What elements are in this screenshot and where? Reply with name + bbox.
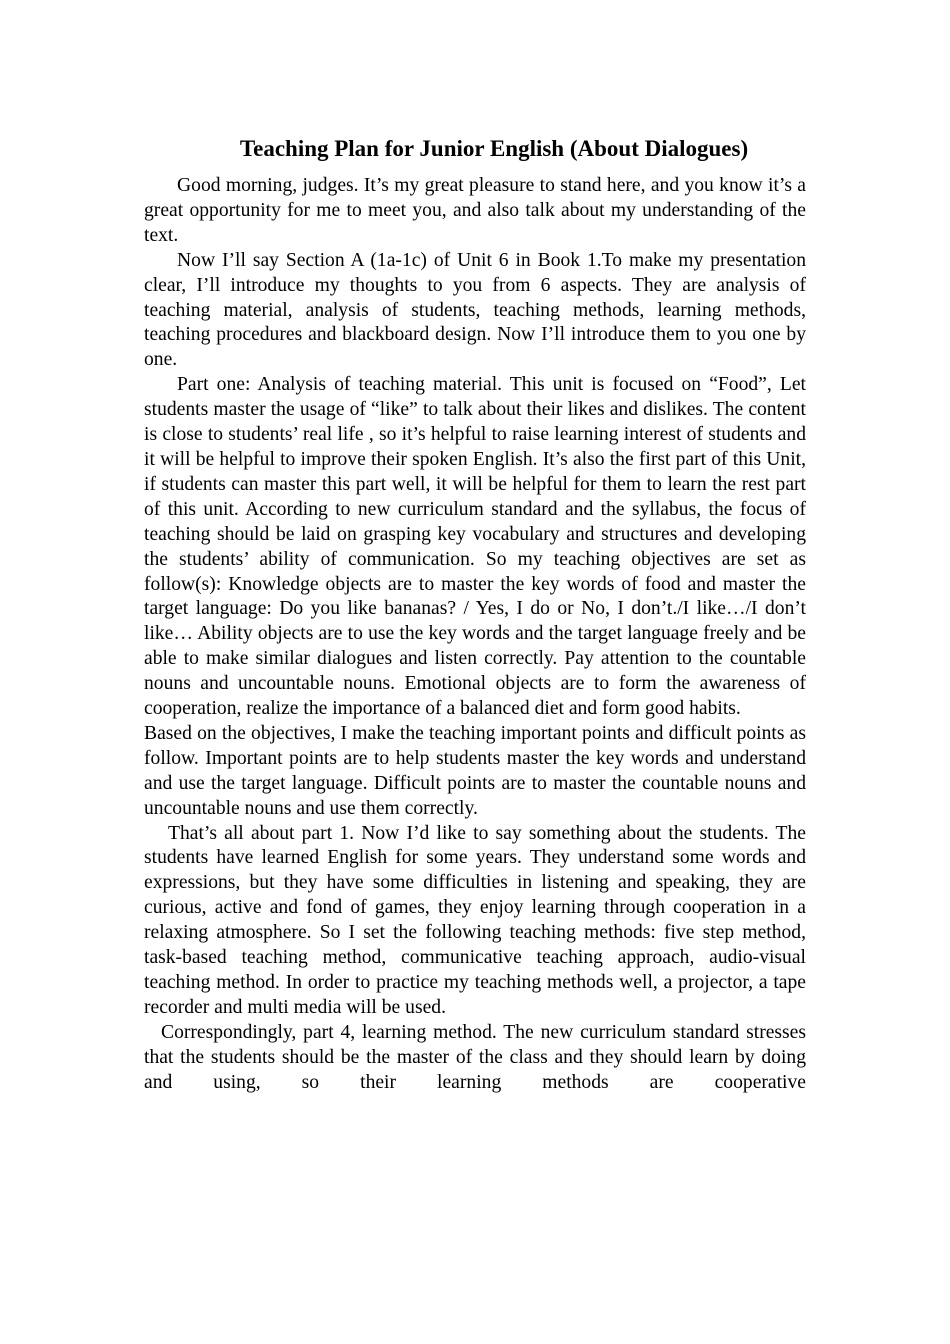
document-body bbox=[144, 174, 806, 1096]
document-title: Teaching Plan for Junior English (About Dialogues) bbox=[239, 136, 749, 161]
paragraph-objectives: Based on the objectives, I make the teaching important points and difficult points as follow. Important points are to help students master the key words and understand and use the target language. Difficult points are to master the countable nouns and uncountable nouns and use them correctly. bbox=[144, 722, 806, 819]
paragraph-overview: Now I’ll say Section A (1a-1c) of Unit 6 in Book 1.To make my presentation clear, I’ll introduce my thoughts to you from 6 aspects. They are analysis of teaching material, analysis of students, teaching methods, learning methods, teaching procedures and blackboard design. Now I’ll introduce them to you one by one. bbox=[144, 249, 806, 371]
paragraph-learning-method: Correspondingly, part 4, learning method. The new curriculum standard stresses that the students should be the master of the class and they should learn by doing and using, so their learning methods are cooperative bbox=[144, 1021, 806, 1093]
paragraph-teaching-material: Part one: Analysis of teaching material. This unit is focused on “Food”, Let students master the usage of “like” to talk about their likes and dislikes. The content is close to students’ real life , so it’s helpful to raise learning interest of students and it will be helpful to improve their spoken English. It’s also the first part of this Unit, if students can master this part well, it will be helpful for them to learn the rest part of this unit. According to new curriculum standard and the syllabus, the focus of teaching should be laid on grasping key vocabulary and structures and developing the students’ ability of communication. So my teaching objectives are set as follow(s): Knowledge objects are to master the key words of food and master the target language: Do you like bananas? / Yes, I do or No, I don’t./I like…/I don’t like… Ability objects are to use the key words and the target language freely and be able to make similar dialogues and listen correctly. Pay attention to the countable nouns and uncountable nouns. Emotional objects are to form the awareness of cooperation, realize the importance of a balanced diet and form good habits. bbox=[144, 374, 806, 720]
paragraph-students: That’s all about part 1. Now I’d like to say something about the students. The students have learned English for some years. They understand some words and expressions, but they have some difficulties in listening and speaking, they are curious, active and fond of games, they enjoy learning through cooperation in a relaxing atmosphere. So I set the following teaching methods: five step method, task-based teaching method, communicative teaching approach, audio-visual teaching method. In order to practice my teaching methods well, a projector, a tape recorder and multi media will be used. bbox=[144, 822, 806, 1018]
paragraph-greeting: Good morning, judges. It’s my great pleasure to stand here, and you know it’s a great opportunity for me to meet you, and also talk about my understanding of the text. bbox=[144, 175, 806, 246]
